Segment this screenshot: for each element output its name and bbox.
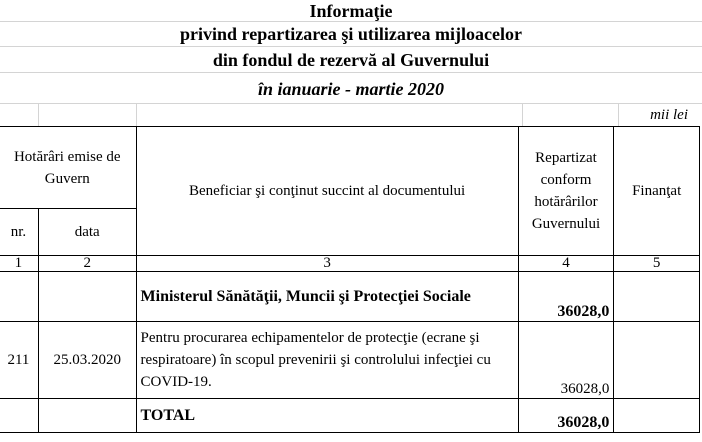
table-row-total xyxy=(0,399,700,433)
gridline xyxy=(38,103,39,127)
column-number: 4 xyxy=(518,256,614,272)
cell-nr: 211 xyxy=(0,322,38,399)
gridline xyxy=(0,72,702,73)
title-line-1: Informaţie xyxy=(309,1,393,21)
column-number: 1 xyxy=(0,256,38,272)
total-financed xyxy=(614,399,700,433)
header-decisions: Hotărâri emise de Guvern xyxy=(0,127,136,209)
cell-financed xyxy=(614,322,700,399)
column-number: 2 xyxy=(38,256,136,272)
gridline xyxy=(0,46,702,47)
column-number: 3 xyxy=(136,256,518,272)
header-financed: Finanţat xyxy=(614,127,700,256)
total-allocated: 36028,0 xyxy=(518,399,614,433)
table-row-ministry xyxy=(0,272,700,322)
cell-beneficiary: Ministerul Sănătăţii, Muncii şi Protecţiei Sociale xyxy=(136,272,518,322)
column-number: 5 xyxy=(614,256,700,272)
cell-empty xyxy=(38,399,136,433)
cell-empty xyxy=(0,399,38,433)
total-label: TOTAL xyxy=(136,399,518,433)
header-beneficiary: Beneficiar şi conţinut succint al documentului xyxy=(136,127,518,256)
cell-date xyxy=(38,272,136,322)
cell-financed xyxy=(614,272,700,322)
cell-beneficiary: Pentru procurarea echipamentelor de protecţie (ecrane şi respiratoare) în scopul prevenirii şi controlului infecţiei cu COVID-19. xyxy=(136,322,518,399)
report-table xyxy=(0,126,700,433)
cell-nr xyxy=(0,272,38,322)
gridline xyxy=(0,103,702,104)
header-date: data xyxy=(38,209,136,256)
title-line-2: privind repartizarea şi utilizarea mijloacelor xyxy=(180,24,522,44)
header-nr: nr. xyxy=(0,209,38,256)
gridline xyxy=(618,103,619,127)
cell-allocated: 36028,0 xyxy=(518,272,614,322)
title-period: în ianuarie - martie 2020 xyxy=(257,79,445,99)
cell-allocated: 36028,0 xyxy=(518,322,614,399)
title-line-3: din fondul de rezervă al Guvernului xyxy=(212,50,490,70)
gridline xyxy=(136,103,137,127)
cell-date: 25.03.2020 xyxy=(38,322,136,399)
unit-label: mii lei xyxy=(650,107,688,123)
gridline xyxy=(522,103,523,127)
header-allocated: Repartizat conform hotărârilor Guvernului xyxy=(518,127,614,256)
table-row-decision xyxy=(0,322,700,399)
